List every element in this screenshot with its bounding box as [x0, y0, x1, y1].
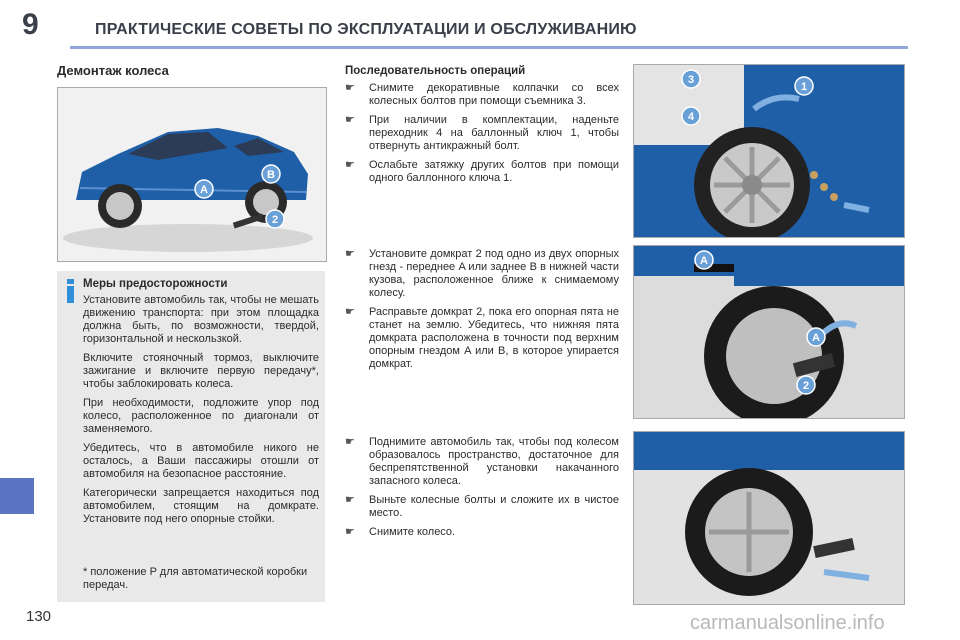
svg-text:A: A: [700, 255, 708, 267]
precautions-text: [83, 294, 319, 532]
list-item: ☛ Выньте колесные болты и сложите их в чистое место.: [345, 494, 619, 519]
figure-bolt-removal: [633, 64, 905, 238]
list-item: ☛ Расправьте домкрат 2, пока его опорная пята не станет на землю. Убедитесь, что нижняя пята домкрата расположена в точности под верхним опорным гнездом A или B, в которое упирается домкрат.: [345, 306, 619, 370]
info-icon: [66, 279, 75, 303]
steps-title: Последовательность операций: [345, 65, 526, 77]
svg-text:A: A: [200, 184, 208, 196]
precaution-paragraph: Установите автомобиль так, чтобы не мешать движению транспорта: при этом площадка должна быть, по возможности, твердой, горизонтальной и нескользкой.: [83, 294, 319, 345]
fig2-label-2: [797, 376, 815, 394]
list-item: ☛ При наличии в комплектации, наденьте переходник 4 на баллонный ключ 1, чтобы отвернуть антикражный болт.: [345, 114, 619, 152]
precaution-paragraph: Категорически запрещается находиться под автомобилем, стоящим на домкрате. Установите под него опорные стойки.: [83, 487, 319, 525]
svg-text:4: 4: [687, 111, 695, 123]
precautions-box: [57, 271, 325, 602]
pointing-hand-icon: ☛: [345, 82, 355, 94]
fig1-label-1: [795, 77, 813, 95]
header-rule: [70, 46, 908, 49]
figure-lifted-wheel: [633, 431, 905, 605]
precaution-paragraph: Включите стояночный тормоз, выключите зажигание и включите первую передачу*, чтобы заблокировать колеса.: [83, 352, 319, 390]
car-label-a: [195, 180, 213, 198]
svg-text:B: B: [267, 169, 275, 181]
figure-jack-placement: [633, 245, 905, 419]
car-figure: [57, 87, 327, 262]
chapter-number: 9: [22, 8, 39, 41]
car-label-b: [262, 165, 280, 183]
pointing-hand-icon: ☛: [345, 306, 355, 318]
list-item: ☛ Снимите колесо.: [345, 526, 456, 538]
chapter-title: ПРАКТИЧЕСКИЕ СОВЕТЫ ПО ЭКСПЛУАТАЦИИ И ОБСЛУЖИВАНИЮ: [95, 21, 637, 38]
list-item: ☛ Ослабьте затяжку других болтов при помощи одного баллонного ключа 1.: [345, 159, 619, 184]
svg-text:3: 3: [687, 74, 695, 86]
pointing-hand-icon: ☛: [345, 248, 355, 260]
list-item: ☛ Снимите декоративные колпачки со всех колесных болтов при помощи съемника 3.: [345, 82, 619, 107]
svg-text:A: A: [812, 332, 820, 344]
precautions-title: Меры предосторожности: [83, 278, 228, 290]
list-item: ☛ Поднимите автомобиль так, чтобы под колесом образовалось пространство, достаточное для беспрепятственной установки накачанного запасного колеса.: [345, 436, 619, 487]
svg-text:2: 2: [271, 214, 279, 226]
fig2-label-a-top: [695, 251, 713, 269]
fig1-label-3: [682, 70, 700, 88]
svg-text:1: 1: [800, 81, 808, 93]
car-label-2: [266, 210, 284, 228]
pointing-hand-icon: ☛: [345, 494, 355, 506]
fig1-label-4: [682, 107, 700, 125]
list-item: ☛ Установите домкрат 2 под одно из двух опорных гнезд - переднее A или заднее B в нижней части кузова, расположенное ближе к снимаемому колесу.: [345, 248, 619, 299]
chapter-side-tab: [0, 478, 34, 514]
fig2-label-a-bottom: [807, 328, 825, 346]
step-list-1: [345, 82, 619, 191]
svg-text:2: 2: [802, 380, 810, 392]
precautions-footnote: * положение P для автоматической коробки передач.: [83, 566, 308, 591]
page-number: 130: [26, 608, 52, 625]
section-title: Демонтаж колеса: [57, 63, 169, 78]
pointing-hand-icon: ☛: [345, 526, 355, 538]
precaution-paragraph: Убедитесь, что в автомобиле никого не осталось, а Ваши пассажиры отошли от автомобиля на безопасное расстояние.: [83, 442, 319, 480]
step-list-2: [345, 248, 619, 377]
step-list-3: [345, 436, 619, 545]
pointing-hand-icon: ☛: [345, 436, 355, 448]
pointing-hand-icon: ☛: [345, 114, 355, 126]
pointing-hand-icon: ☛: [345, 159, 355, 171]
watermark: carmanualsonline.info: [690, 612, 885, 634]
precaution-paragraph: При необходимости, подложите упор под колесо, расположенное по диагонали от заменяемого.: [83, 397, 319, 435]
